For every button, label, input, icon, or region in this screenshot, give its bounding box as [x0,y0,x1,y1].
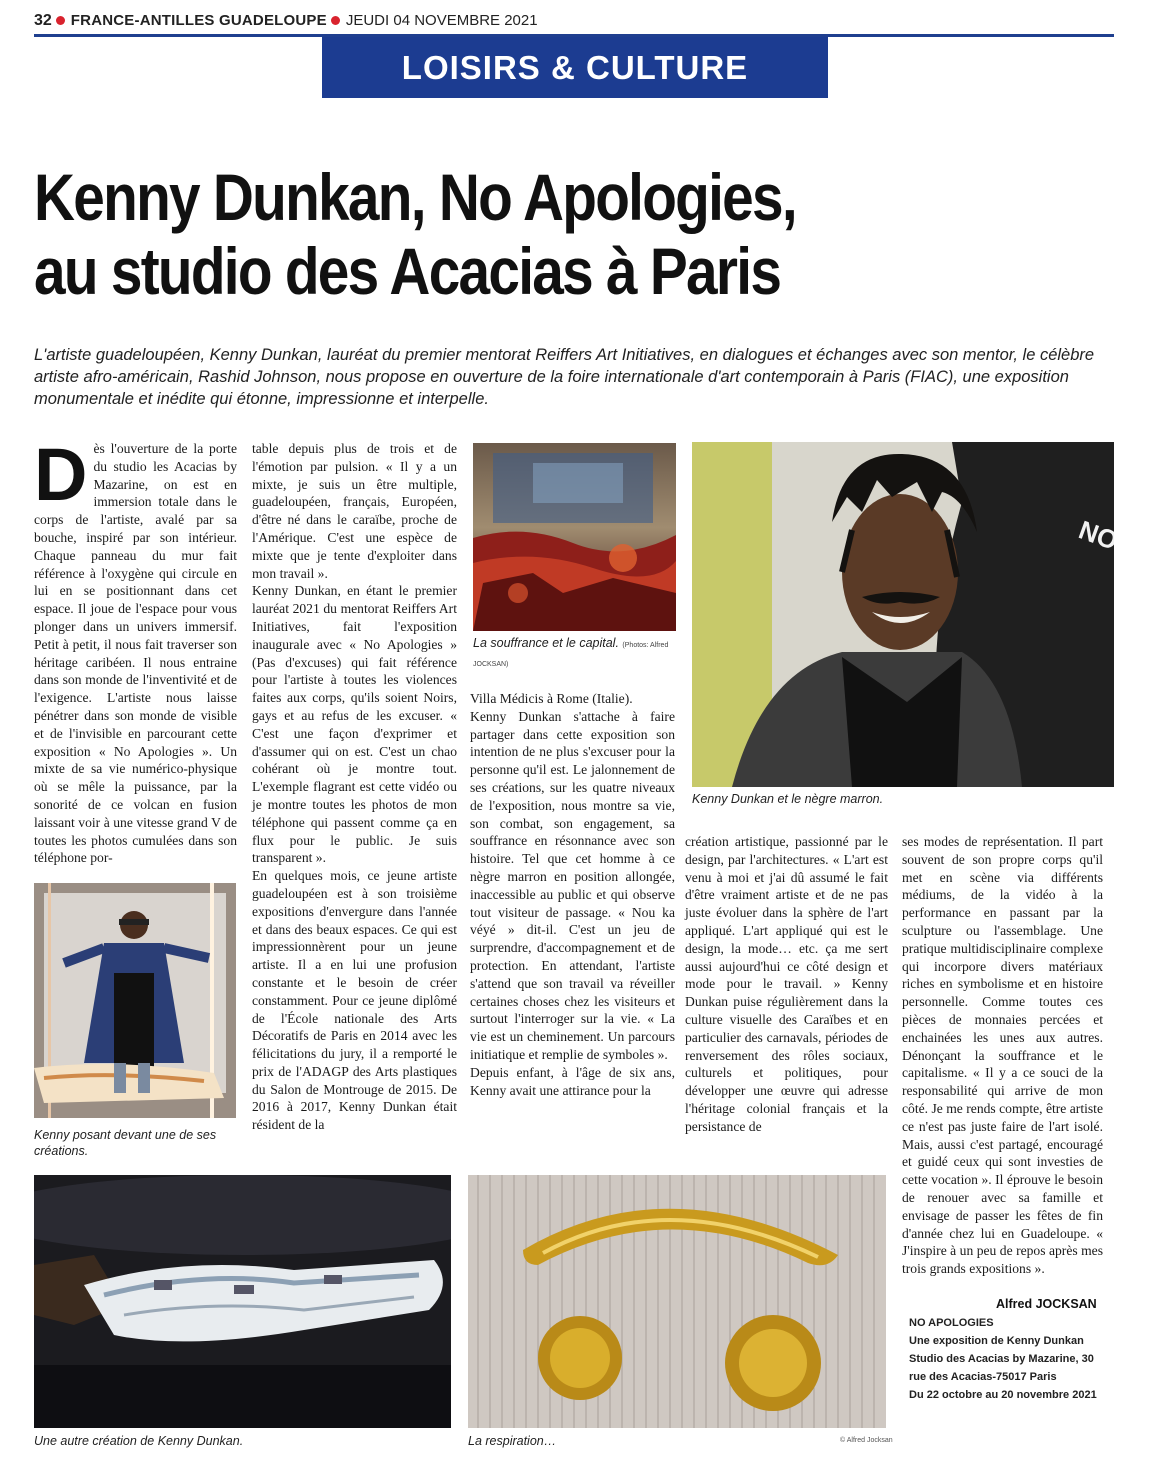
photo-souffrance-capital [473,443,676,631]
column-4-text: création artistique, passionné par le design, par l'architectures. « L'art est venu à moi et j'ai dû assumé le fait d'être vraiment artiste et de ne pas juste évoluer dans la sphère de l'art appliqué. L'art appliqué qui est le design, la mode… etc. ça me sert aussi aujourd'hui ce côté design et mode pour le travail. » Kenny Dunkan puise régulièrement dans la culture visuelle des Caraïbes et en particulier des carnavals, périodes de renversement des rôles sociaux, culturels et politiques, pour développer une œuvre qui adresse l'héritage colonial français et la persistance de [685,834,888,1134]
photo-portrait-kenny [692,442,1114,787]
column-1-text: ès l'ouverture de la porte du studio les Acacias by Mazarine, on est en immersion totale dans le corps de l'artiste, avalé par sa bouche, inspiré par son intérieur. Chaque panneau du mur fait référence à l'oxygène qui circule en lui en se positionnant dans cet espace. Il joue de l'espace pour vous plonger dans un univers immersif. Petit à petit, il nous fait traverser son héritage caribéen. Il nous entraine dans son monde de l'inventivité et de l'exigence. L'artiste nous laisse pénétrer dans son monde de visible et de l'invisible en parcourant cette exposition « No Apologies ». Un mixte de sa vie numérico-physique où se mêle la puissance, par la sonorité de ce volcan en fusion laissant voir à une vitesse grand V de toutes les photos cumulées dans son téléphone por- [34,441,237,866]
headline-line-2: au studio des Acacias à Paris [34,234,781,308]
caption-kenny-posing: Kenny posant devant une de ses créations. [34,1128,217,1158]
caption-souffrance-capital [473,635,678,673]
info-line-1: Une exposition de Kenny Dunkan [909,1335,1084,1347]
info-line-3: rue des Acacias-75017 Paris [909,1371,1057,1383]
issue-date: JEUDI 04 NOVEMBRE 2021 [345,12,538,29]
article-column-3 [470,690,675,1135]
photo-respiration [468,1175,886,1428]
author-signature: Alfred JOCKSAN [996,1297,1097,1311]
section-banner: LOISIRS & CULTURE [322,37,828,98]
page-header [34,12,538,30]
caption-autre-creation: Une autre création de Kenny Dunkan. [34,1434,244,1448]
article-column-1 [34,433,237,870]
headline [34,160,963,308]
column-2-paragraph-3: En quelques mois, ce jeune artiste guadeloupéen est à son troisième expositions d'envergure dans l'année et dans des beaux espaces. Ce qui est impressionnèrent pour un jeune artiste. Il a en lui une profusion constante et le besoin de créer constamment. Pour ce jeune diplômé de l'École nationale des Arts Décoratifs de Paris en 2014 avec les félicitations du jury, il a remporté le prix de l'ADAGP des Arts plastiques du Salon de Montrouge de 2015. De 2016 à 2017, Kenny Dunkan était résident de la [252,868,457,1133]
column-2-paragraph-1: table depuis plus de trois et de l'émotion par pulsion. « Il y a un mixte, je suis un être multiple, guadeloupéen, français, Européen, d'être né dans le caraïbe, proche de l'Amérique. C'est une espèce de mixte que je tente d'exploiter dans mon travail ». [252,441,457,581]
caption-text: La souffrance et le capital. [473,636,619,650]
column-5-text: ses modes de représentation. Il part souvent de son propre corps qu'il met en scène via différents médiums, de la vidéo à la performance en passant par la sculpture ou l'assemblage. Une pratique multidisciplinaire complexe qui incorpore divers matériaux riches en symbolisme et en histoire personnelle. Comme toutes ces pièces de monnaies percées et enchainées les unes aux autres. Dénonçant la souffrance et le capitalisme. « Il y a ce souci de la responsabilité qui arrive de mon côté. Je me rends compte, être artiste ce n'est pas juste faire de l'art isolé. Mais, aussi c'est partagé, encouragé et guidé ceux qui sont investies de cette vocation ». Il éprouve le besoin de renouer avec sa famille et envisage de passer les fêtes de fin d'année chez lui en Guadeloupe. « J'inspire à un peu de repos après mes trois grands expositions ». [902,834,1103,1277]
photo-kenny-posing [34,883,236,1118]
info-title: NO APOLOGIES [909,1317,994,1329]
newspaper-name: FRANCE-ANTILLES GUADELOUPE [70,12,327,29]
red-dot-icon [331,16,340,25]
info-line-2: Studio des Acacias by Mazarine, 30 [909,1353,1094,1365]
caption-respiration: La respiration… [468,1434,557,1448]
caption-portrait: Kenny Dunkan et le nègre marron. [692,792,884,806]
column-3-paragraph-3: Depuis enfant, à l'âge de six ans, Kenny avait une attirance pour la [470,1064,675,1098]
photo-credit: (Photos: Alfred JOCKSAN) [473,642,669,668]
drop-cap: D [34,433,88,516]
article-column-2 [252,440,457,1135]
page-number: 32 [34,12,52,29]
headline-line-1: Kenny Dunkan, No Apologies, [34,160,796,234]
column-3-paragraph-2: Kenny Dunkan s'attache à faire partager dans cette exposition son intention de ne plus s'excuser pour la personne qu'il est. Le jalonnement de ses créations, sur les quatre niveaux de l'exposition, nous montre sa vie, son combat, son engagement, sa souffrance en résonnance avec son histoire. Tel que cet homme à ce nègre marron en position allongée, inaccessible au public et qui observe tout visiteur de passage. « Nou ka véyé » dit-il. C'est un jeu de surprendre, d'accompagnement et de protection. En attendant, l'artiste s'attend que son travail va réveiller certaines choses chez les visiteurs et surtout l'interroger sur la vie. « La vie est un cheminement. Un parcours initiatique et remplie de symboles ». [470,708,675,1062]
column-2-paragraph-2: Kenny Dunkan, en étant le premier lauréat 2021 du mentorat Reiffers Art Initiatives, fait l'exposition inaugurale avec « No Apologies » (Pas d'excuses) qui fait référence pour l'artiste à toutes les violences faites aux corps, qu'ils soient Noirs, gays et au refus de les excuser. « C'est une façon d'exprimer et d'assumer qui on est. C'est un chao cohérant où je montre tout. L'exemple flagrant est cette vidéo ou je montre toutes les photos de mon téléphone qui passent comme ça en flux pour le public. Je suis transparent ». [252,583,457,866]
article-column-5 [902,833,1103,1278]
lead-paragraph: L'artiste guadeloupéen, Kenny Dunkan, lauréat du premier mentorat Reiffers Art Initiatives, en dialogues et échanges avec son mentor, le célèbre artiste afro-américain, Rashid Johnson, nous propose en ouverture de la foire internationale d'art contemporain à Paris (FIAC), une exposition monumentale et inédite qui étonne, impressionne et interpelle. [34,346,1095,408]
exhibition-info [909,1314,1109,1404]
article-column-4 [685,833,888,1133]
photo-autre-creation [34,1175,451,1428]
photo-credit-respiration: © Alfred Jocksan [840,1437,893,1444]
red-dot-icon [56,16,65,25]
info-line-4: Du 22 octobre au 20 novembre 2021 [909,1389,1097,1401]
column-3-paragraph-1: Villa Médicis à Rome (Italie). [470,691,633,706]
